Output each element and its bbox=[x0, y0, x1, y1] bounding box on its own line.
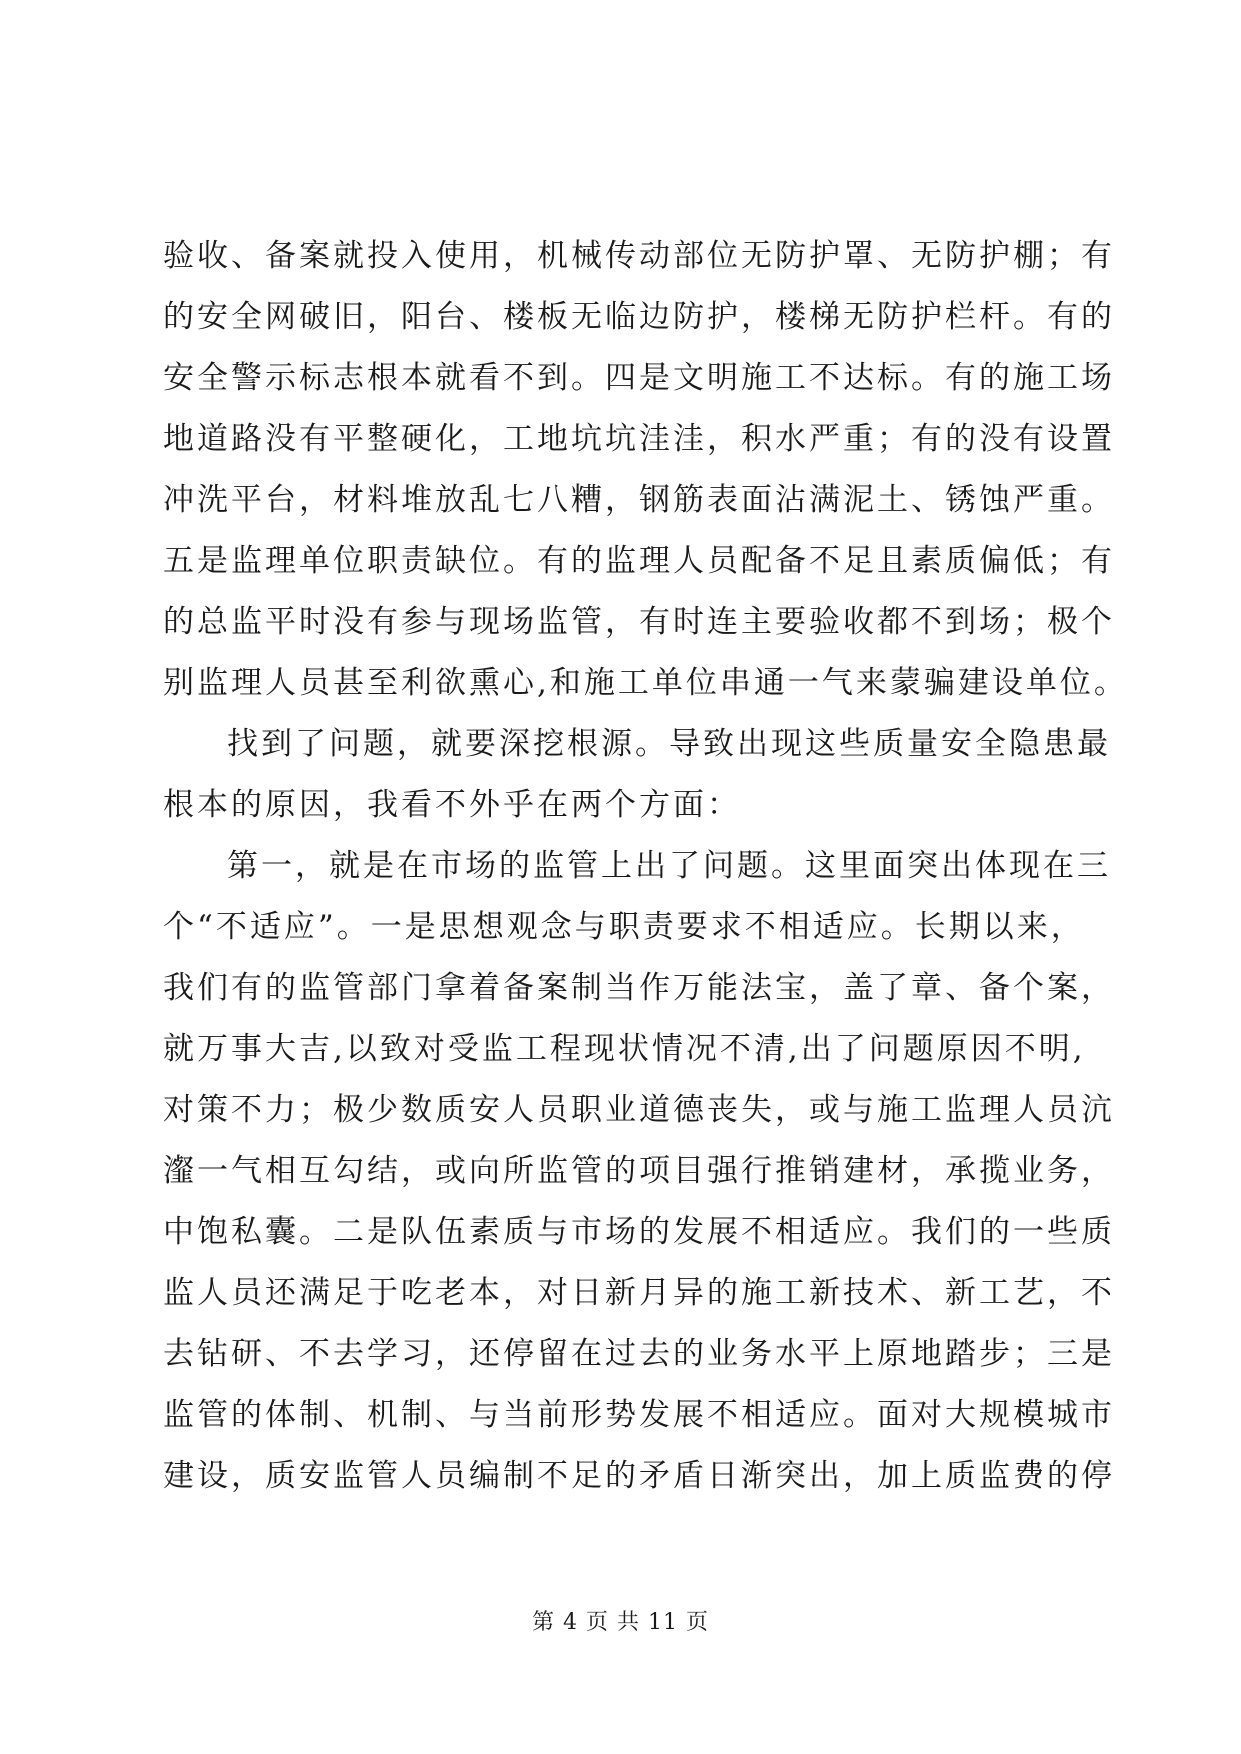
text-line: 去钻研、不去学习，还停留在过去的业务水平上原地踏步；三是 bbox=[163, 1336, 1115, 1372]
text-line: 安全警示标志根本就看不到。四是文明施工不达标。有的施工场 bbox=[163, 360, 1115, 396]
text-line: 冲洗平台，材料堆放乱七八糟，钢筋表面沾满泥土、锈蚀严重。 bbox=[163, 482, 1115, 518]
text-line: 建设，质安监管人员编制不足的矛盾日渐突出，加上质监费的停 bbox=[163, 1458, 1115, 1494]
text-line: 的安全网破旧，阳台、楼板无临边防护，楼梯无防护栏杆。有的 bbox=[163, 299, 1115, 335]
text-line: 五是监理单位职责缺位。有的监理人员配备不足且素质偏低；有 bbox=[163, 543, 1115, 579]
text-line: 瀣一气相互勾结，或向所监管的项目强行推销建材，承揽业务， bbox=[163, 1153, 1115, 1189]
paragraph bbox=[163, 226, 1128, 714]
text-line: 第一，就是在市场的监管上出了问题。这里面突出体现在三 bbox=[227, 848, 1111, 884]
text-line: 地道路没有平整硬化，工地坑坑洼洼，积水严重；有的没有设置 bbox=[163, 421, 1115, 457]
text-line: 就万事大吉,以致对受监工程现状情况不清,出了问题原因不明, bbox=[163, 1031, 1086, 1067]
text-line: 我们有的监管部门拿着备案制当作万能法宝，盖了章、备个案， bbox=[163, 970, 1115, 1006]
text-line: 找到了问题，就要深挖根源。导致出现这些质量安全隐患最 bbox=[227, 726, 1111, 762]
text-line: 个“不适应”。一是思想观念与职责要求不相适应。长期以来， bbox=[163, 909, 1085, 945]
text-line: 的总监平时没有参与现场监管，有时连主要验收都不到场；极个 bbox=[163, 604, 1115, 640]
text-line: 监人员还满足于吃老本，对日新月异的施工新技术、新工艺，不 bbox=[163, 1275, 1115, 1311]
text-line: 中饱私囊。二是队伍素质与市场的发展不相适应。我们的一些质 bbox=[163, 1214, 1115, 1250]
paragraph bbox=[163, 714, 1111, 836]
text-line: 别监理人员甚至利欲熏心,和施工单位串通一气来蒙骗建设单位。 bbox=[163, 665, 1128, 701]
text-line: 监管的体制、机制、与当前形势发展不相适应。面对大规模城市 bbox=[163, 1397, 1115, 1433]
text-line: 验收、备案就投入使用，机械传动部位无防护罩、无防护棚；有 bbox=[163, 238, 1115, 274]
text-line: 根本的原因，我看不外乎在两个方面： bbox=[163, 787, 741, 823]
paragraph bbox=[163, 836, 1115, 1507]
text-line: 对策不力；极少数质安人员职业道德丧失，或与施工监理人员沆 bbox=[163, 1092, 1115, 1128]
page-footer: 第 4 页 共 11 页 bbox=[532, 1610, 709, 1635]
document-body bbox=[163, 226, 1128, 1507]
